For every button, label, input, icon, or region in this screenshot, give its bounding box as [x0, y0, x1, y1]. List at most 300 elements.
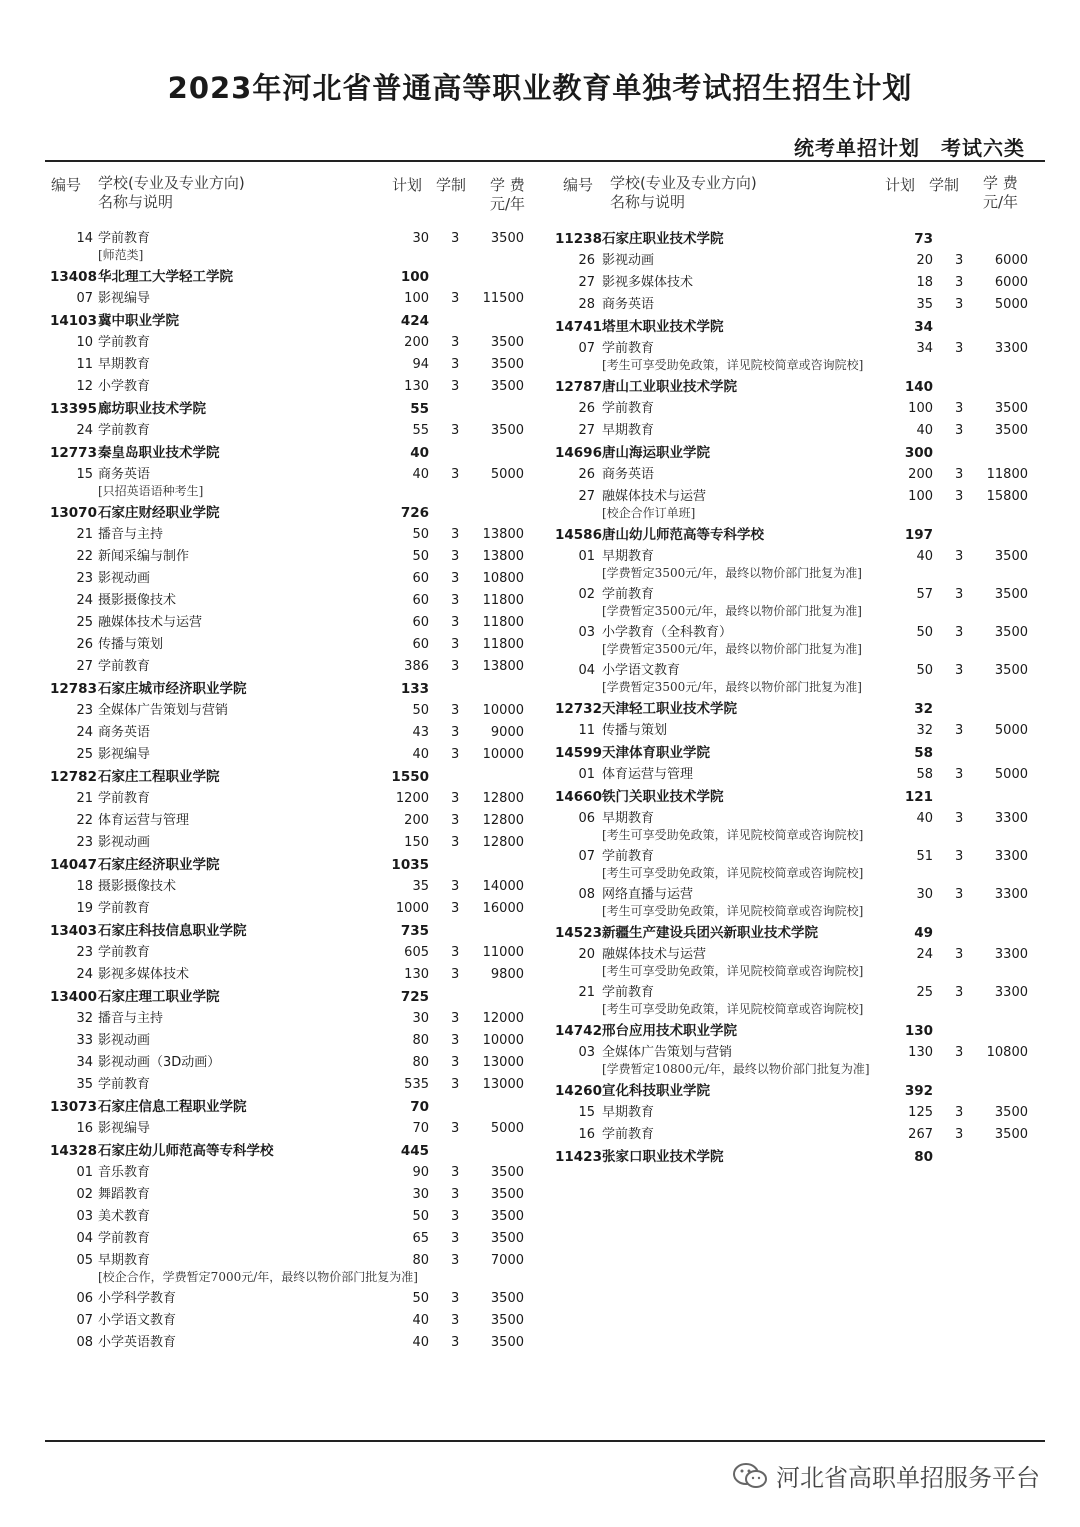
- major-fee: 11000: [482, 945, 524, 960]
- school-row: [45, 986, 535, 1008]
- major-fee: 11800: [986, 467, 1028, 482]
- school-code: 13070: [50, 505, 97, 521]
- school-code: 14742: [555, 1023, 602, 1039]
- major-code: 23: [76, 945, 93, 960]
- major-code: 20: [578, 947, 595, 962]
- school-code: 13400: [50, 989, 97, 1005]
- major-name: 体育运营与管理: [602, 767, 694, 782]
- major-code: 15: [76, 467, 93, 482]
- major-code: 24: [76, 967, 93, 982]
- major-code: 18: [76, 879, 93, 894]
- major-years: 3: [451, 1121, 460, 1136]
- major-fee: 3500: [490, 1335, 524, 1350]
- major-fee: 3500: [994, 423, 1028, 438]
- major-fee: 13800: [482, 527, 524, 542]
- school-name: 石家庄工程职业学院: [98, 769, 220, 785]
- major-name: 新闻采编与制作: [98, 549, 190, 564]
- major-fee: 13000: [482, 1055, 524, 1070]
- major-years: 3: [451, 725, 460, 740]
- major-fee: 3300: [994, 811, 1028, 826]
- header-school: 学校(专业及专业方向): [610, 174, 757, 192]
- major-fee: 3500: [490, 1291, 524, 1306]
- school-row: [555, 786, 1045, 808]
- major-code: 26: [76, 637, 93, 652]
- major-code: 03: [76, 1209, 93, 1224]
- major-years: 3: [451, 335, 460, 350]
- page-title: 2023年河北省普通高等职业教育单独考试招生招生计划: [167, 71, 913, 105]
- school-row: [45, 1096, 535, 1118]
- major-code: 16: [76, 1121, 93, 1136]
- major-note: [学费暂定10800元/年，最终以物价部门批复为准]: [602, 1062, 870, 1076]
- header-code: 编号: [51, 176, 82, 194]
- major-years: 3: [955, 275, 964, 290]
- header-plan: 计划: [392, 176, 423, 194]
- major-row: [45, 376, 535, 398]
- school-code: 14328: [50, 1143, 97, 1159]
- major-row: [45, 546, 535, 568]
- bottom-rule: [45, 1440, 1045, 1442]
- major-fee: 5000: [490, 1121, 524, 1136]
- major-fee: 5000: [994, 767, 1028, 782]
- school-row: [555, 228, 1045, 250]
- major-code: 23: [76, 571, 93, 586]
- school-row: [45, 266, 535, 288]
- major-fee: 3500: [490, 423, 524, 438]
- major-row: [45, 1206, 535, 1228]
- school-plan: 197: [904, 527, 933, 543]
- major-years: 3: [451, 835, 460, 850]
- major-row: [555, 1124, 1045, 1146]
- major-row: [45, 788, 535, 810]
- major-name: 商务英语: [602, 467, 655, 482]
- major-plan: 40: [916, 423, 933, 438]
- school-code: 12773: [50, 445, 97, 461]
- school-name: 铁门关职业技术学院: [602, 789, 724, 805]
- school-name: 廊坊职业技术学院: [98, 401, 206, 417]
- major-code: 07: [578, 341, 595, 356]
- major-fee: 10000: [482, 747, 524, 762]
- major-name: 早期教育: [98, 1253, 151, 1268]
- major-row: [555, 764, 1045, 786]
- major-name: 舞蹈教育: [98, 1187, 151, 1202]
- major-plan: 50: [916, 625, 933, 640]
- school-code: 14586: [555, 527, 602, 543]
- major-plan: 43: [412, 725, 429, 740]
- major-plan: 1000: [395, 901, 429, 916]
- major-name: 播音与主持: [98, 1011, 164, 1026]
- major-years: 3: [451, 291, 460, 306]
- major-name: 商务英语: [602, 297, 655, 312]
- major-plan: 267: [908, 1127, 933, 1142]
- major-name: 学前教育: [98, 1077, 151, 1092]
- major-years: 3: [451, 901, 460, 916]
- school-row: [555, 1020, 1045, 1042]
- major-years: 3: [955, 401, 964, 416]
- school-plan: 121: [904, 789, 933, 805]
- major-fee: 3300: [994, 887, 1028, 902]
- school-plan: 55: [410, 401, 429, 417]
- school-name: 秦皇岛职业技术学院: [98, 445, 220, 461]
- major-fee: 12800: [482, 813, 524, 828]
- major-years: 3: [955, 663, 964, 678]
- major-row: [555, 272, 1045, 294]
- major-plan: 25: [916, 985, 933, 1000]
- major-plan: 34: [916, 341, 933, 356]
- major-row: [555, 464, 1045, 486]
- school-plan: 735: [400, 923, 429, 939]
- major-note: [考生可享受助免政策，详见院校简章或咨询院校]: [602, 866, 864, 880]
- school-plan: 80: [914, 1149, 933, 1165]
- school-name: 石家庄经济职业学院: [98, 857, 220, 873]
- header-school: 学校(专业及专业方向): [98, 174, 245, 192]
- major-plan: 50: [412, 1209, 429, 1224]
- major-plan: 30: [916, 887, 933, 902]
- major-row: [45, 722, 535, 744]
- major-code: 01: [578, 767, 595, 782]
- major-fee: 5000: [994, 723, 1028, 738]
- school-name: 华北理工大学轻工学院: [98, 269, 233, 285]
- major-code: 02: [578, 587, 595, 602]
- major-years: 3: [955, 297, 964, 312]
- major-row: [45, 832, 535, 854]
- major-code: 27: [578, 275, 595, 290]
- major-fee: 15800: [986, 489, 1028, 504]
- school-plan: 445: [400, 1143, 429, 1159]
- school-plan: 32: [914, 701, 933, 717]
- school-code: 12732: [555, 701, 602, 717]
- major-row: [45, 634, 535, 656]
- major-note: [学费暂定3500元/年，最终以物价部门批复为准]: [602, 566, 862, 580]
- major-years: 3: [451, 467, 460, 482]
- major-fee: 5000: [994, 297, 1028, 312]
- major-plan: 30: [412, 1011, 429, 1026]
- major-plan: 40: [412, 747, 429, 762]
- major-fee: 3500: [490, 231, 524, 246]
- major-fee: 13800: [482, 549, 524, 564]
- major-fee: 3500: [490, 335, 524, 350]
- major-plan: 70: [412, 1121, 429, 1136]
- major-row: [555, 720, 1045, 742]
- major-plan: 35: [412, 879, 429, 894]
- table-body: [45, 228, 535, 1354]
- major-plan: 80: [412, 1055, 429, 1070]
- school-name: 唐山幼儿师范高等专科学校: [602, 527, 764, 543]
- major-row: [45, 1184, 535, 1206]
- header-fee: 学 费: [490, 176, 525, 194]
- major-row: [45, 1030, 535, 1052]
- major-name: 学前教育: [98, 423, 151, 438]
- major-fee: 12800: [482, 791, 524, 806]
- left-column: [45, 174, 535, 1352]
- major-row: [45, 288, 535, 310]
- major-fee: 12800: [482, 835, 524, 850]
- major-code: 35: [76, 1077, 93, 1092]
- right-column: [555, 174, 1045, 1166]
- school-code: 14260: [555, 1083, 602, 1099]
- major-code: 16: [578, 1127, 595, 1142]
- major-code: 27: [76, 659, 93, 674]
- major-plan: 200: [404, 813, 429, 828]
- major-code: 04: [76, 1231, 93, 1246]
- major-plan: 55: [412, 423, 429, 438]
- major-years: 3: [451, 1231, 460, 1246]
- major-fee: 3500: [994, 663, 1028, 678]
- major-name: 早期教育: [602, 811, 655, 826]
- major-code: 14: [76, 231, 93, 246]
- major-fee: 3500: [994, 1127, 1028, 1142]
- major-name: 体育运营与管理: [98, 813, 190, 828]
- major-row: [555, 420, 1045, 442]
- major-plan: 50: [412, 1291, 429, 1306]
- major-plan: 100: [404, 291, 429, 306]
- major-plan: 65: [412, 1231, 429, 1246]
- major-name: 学前教育: [602, 401, 655, 416]
- major-name: 学前教育: [98, 335, 151, 350]
- major-plan: 40: [916, 549, 933, 564]
- major-fee: 10800: [482, 571, 524, 586]
- major-code: 04: [578, 663, 595, 678]
- major-row: [45, 1332, 535, 1354]
- major-years: 3: [955, 489, 964, 504]
- major-row: [45, 612, 535, 634]
- major-name: 学前教育: [602, 849, 655, 864]
- major-years: 3: [451, 945, 460, 960]
- major-name: 摄影摄像技术: [98, 593, 177, 608]
- school-name: 石家庄职业技术学院: [602, 231, 724, 247]
- major-years: 3: [955, 723, 964, 738]
- major-row: [45, 1228, 535, 1250]
- major-code: 19: [76, 901, 93, 916]
- major-note: [校企合作，学费暂定7000元/年，最终以物价部门批复为准]: [98, 1270, 418, 1284]
- major-years: 3: [451, 571, 460, 586]
- major-years: 3: [955, 985, 964, 1000]
- major-years: 3: [451, 379, 460, 394]
- major-years: 3: [451, 593, 460, 608]
- major-row: [45, 1008, 535, 1030]
- major-row: [555, 294, 1045, 316]
- school-code: 13073: [50, 1099, 97, 1115]
- major-fee: 3300: [994, 341, 1028, 356]
- major-row: [45, 1162, 535, 1184]
- header-fee-unit: 元/年: [490, 195, 526, 213]
- major-code: 23: [76, 835, 93, 850]
- school-plan: 73: [914, 231, 933, 247]
- header-school-desc: 名称与说明: [98, 193, 174, 211]
- footer-text: 河北省高职单招服务平台: [776, 1464, 1040, 1492]
- major-name: 小学英语教育: [98, 1335, 177, 1350]
- school-code: 11423: [555, 1149, 602, 1165]
- major-years: 3: [451, 527, 460, 542]
- school-name: 宣化科技职业学院: [602, 1083, 710, 1099]
- major-years: 3: [451, 1165, 460, 1180]
- major-row: [45, 964, 535, 986]
- major-fee: 3500: [994, 625, 1028, 640]
- major-fee: 3500: [994, 587, 1028, 602]
- major-code: 12: [76, 379, 93, 394]
- major-code: 08: [76, 1335, 93, 1350]
- major-note: [师范类]: [98, 248, 144, 262]
- major-name: 影视动画: [98, 571, 151, 586]
- school-name: 天津轻工职业技术学院: [602, 701, 737, 717]
- table-body: [555, 228, 1045, 1168]
- school-code: 14047: [50, 857, 97, 873]
- major-code: 15: [578, 1105, 595, 1120]
- major-code: 05: [76, 1253, 93, 1268]
- major-row: [45, 332, 535, 354]
- major-code: 27: [578, 423, 595, 438]
- major-years: 3: [451, 1077, 460, 1092]
- major-fee: 14000: [482, 879, 524, 894]
- major-plan: 90: [412, 1165, 429, 1180]
- major-note: [学费暂定3500元/年，最终以物价部门批复为准]: [602, 680, 862, 694]
- school-row: [555, 316, 1045, 338]
- school-plan: 726: [400, 505, 429, 521]
- major-plan: 40: [412, 1335, 429, 1350]
- school-name: 石家庄理工职业学院: [98, 989, 220, 1005]
- major-years: 3: [451, 813, 460, 828]
- major-fee: 3300: [994, 947, 1028, 962]
- major-plan: 150: [404, 835, 429, 850]
- major-fee: 9800: [490, 967, 524, 982]
- school-row: [45, 502, 535, 524]
- major-code: 11: [578, 723, 595, 738]
- school-row: [45, 310, 535, 332]
- major-code: 11: [76, 357, 93, 372]
- school-row: [45, 920, 535, 942]
- major-years: 3: [955, 1127, 964, 1142]
- major-name: 摄影摄像技术: [98, 879, 177, 894]
- major-fee: 10000: [482, 1033, 524, 1048]
- major-fee: 11800: [482, 615, 524, 630]
- major-fee: 12000: [482, 1011, 524, 1026]
- school-code: 14660: [555, 789, 602, 805]
- school-name: 唐山工业职业技术学院: [602, 379, 737, 395]
- major-fee: 3500: [994, 549, 1028, 564]
- major-code: 06: [76, 1291, 93, 1306]
- major-name: 全媒体广告策划与营销: [98, 703, 229, 718]
- major-plan: 535: [404, 1077, 429, 1092]
- major-code: 32: [76, 1011, 93, 1026]
- major-plan: 386: [404, 659, 429, 674]
- major-code: 03: [578, 625, 595, 640]
- major-name: 学前教育: [602, 587, 655, 602]
- major-fee: 5000: [490, 467, 524, 482]
- school-plan: 70: [410, 1099, 429, 1115]
- major-name: 学前教育: [98, 231, 151, 246]
- major-years: 3: [955, 549, 964, 564]
- school-row: [45, 442, 535, 464]
- wechat-icon: [732, 1462, 768, 1490]
- major-row: [45, 524, 535, 546]
- major-plan: 200: [908, 467, 933, 482]
- major-name: 网络直播与运营: [602, 887, 694, 902]
- school-row: [45, 678, 535, 700]
- major-years: 3: [451, 423, 460, 438]
- major-note: [学费暂定3500元/年，最终以物价部门批复为准]: [602, 604, 862, 618]
- major-fee: 13800: [482, 659, 524, 674]
- major-row: [45, 744, 535, 766]
- major-code: 25: [76, 615, 93, 630]
- major-name: 小学科学教育: [98, 1291, 177, 1306]
- major-plan: 50: [412, 703, 429, 718]
- major-name: 商务英语: [98, 725, 151, 740]
- major-years: 3: [451, 967, 460, 982]
- major-name: 早期教育: [602, 1105, 655, 1120]
- major-plan: 57: [916, 587, 933, 602]
- school-code: 12787: [555, 379, 602, 395]
- school-name: 塔里木职业技术学院: [602, 319, 724, 335]
- major-fee: 3500: [490, 379, 524, 394]
- school-plan: 130: [904, 1023, 933, 1039]
- major-row: [45, 1288, 535, 1310]
- major-code: 06: [578, 811, 595, 826]
- major-name: 全媒体广告策划与营销: [602, 1045, 733, 1060]
- school-name: 唐山海运职业学院: [602, 445, 710, 461]
- school-name: 冀中职业学院: [98, 313, 179, 329]
- major-plan: 50: [916, 663, 933, 678]
- major-name: 影视多媒体技术: [602, 275, 694, 290]
- major-code: 26: [578, 467, 595, 482]
- header-school-desc: 名称与说明: [610, 193, 686, 211]
- major-years: 3: [955, 767, 964, 782]
- major-row: [45, 876, 535, 898]
- school-code: 12783: [50, 681, 97, 697]
- major-plan: 35: [916, 297, 933, 312]
- major-plan: 130: [404, 379, 429, 394]
- header-fee-unit: 元/年: [983, 193, 1019, 211]
- major-code: 26: [578, 253, 595, 268]
- major-plan: 100: [908, 401, 933, 416]
- major-name: 影视动画: [602, 253, 655, 268]
- major-plan: 80: [412, 1253, 429, 1268]
- major-plan: 130: [908, 1045, 933, 1060]
- school-code: 12782: [50, 769, 97, 785]
- major-row: [45, 700, 535, 722]
- major-code: 08: [578, 887, 595, 902]
- major-code: 01: [76, 1165, 93, 1180]
- major-years: 3: [955, 587, 964, 602]
- major-plan: 50: [412, 527, 429, 542]
- major-plan: 18: [916, 275, 933, 290]
- major-years: 3: [955, 887, 964, 902]
- major-fee: 3500: [490, 1313, 524, 1328]
- major-code: 03: [578, 1045, 595, 1060]
- major-code: 24: [76, 423, 93, 438]
- major-years: 3: [451, 747, 460, 762]
- major-plan: 94: [412, 357, 429, 372]
- major-code: 21: [76, 527, 93, 542]
- school-plan: 424: [400, 313, 429, 329]
- school-plan: 133: [400, 681, 429, 697]
- major-plan: 60: [412, 571, 429, 586]
- major-name: 小学教育（全科教育）: [602, 625, 733, 640]
- major-row: [555, 398, 1045, 420]
- major-fee: 6000: [994, 275, 1028, 290]
- major-name: 小学语文教育: [602, 663, 681, 678]
- major-plan: 130: [404, 967, 429, 982]
- major-fee: 3500: [490, 1165, 524, 1180]
- school-code: 13395: [50, 401, 97, 417]
- school-plan: 40: [410, 445, 429, 461]
- major-name: 播音与主持: [98, 527, 164, 542]
- school-code: 13403: [50, 923, 97, 939]
- major-years: 3: [451, 1187, 460, 1202]
- major-plan: 200: [404, 335, 429, 350]
- major-note: [学费暂定3500元/年，最终以物价部门批复为准]: [602, 642, 862, 656]
- major-plan: 40: [412, 1313, 429, 1328]
- major-name: 融媒体技术与运营: [602, 947, 707, 962]
- major-row: [45, 1310, 535, 1332]
